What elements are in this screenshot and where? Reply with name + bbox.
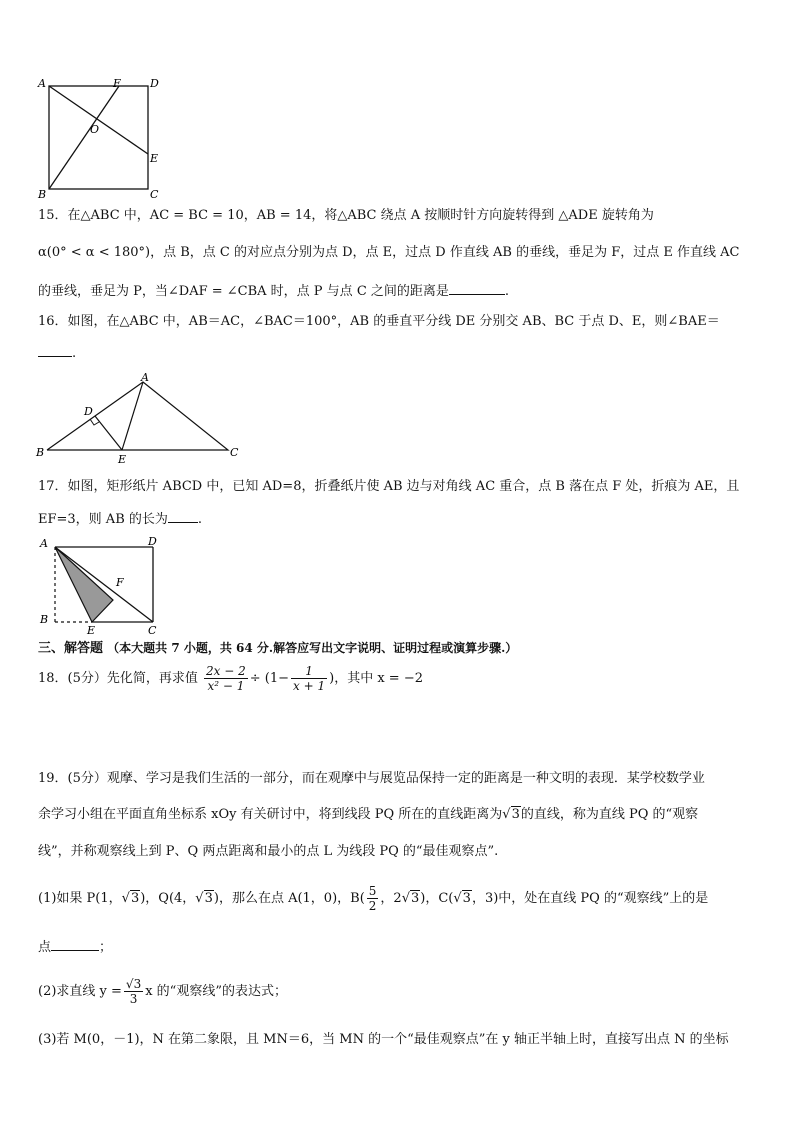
label-b: B: [38, 188, 47, 201]
label-d: D: [150, 77, 159, 90]
q17-answer-blank[interactable]: [168, 509, 198, 523]
frac-num: √3: [125, 977, 142, 991]
q19-line3: 线”，并称观察线上到 P、Q 两点距离和最小的点 L 为线段 PQ 的“最佳观察点”.: [38, 844, 499, 859]
triangle-abc: [47, 382, 228, 450]
segment-bf: [49, 86, 119, 189]
q19-line2a: 余学习小组在平面直角坐标系 xOy 有关研讨中，将到线段 PQ 所在的直线距离为: [38, 807, 503, 822]
sqrt-3: √3: [502, 807, 520, 822]
q19-p1-answer-blank[interactable]: [51, 937, 99, 951]
label-o: O: [90, 123, 100, 136]
q19-line2: [38, 806, 698, 824]
q18-suffix: )，其中 x = −2: [329, 671, 423, 686]
frac-den: 2: [368, 899, 377, 913]
label-a: A: [38, 77, 46, 90]
frac-num: 5: [368, 884, 377, 898]
q18-f1-den: x² − 1: [207, 679, 245, 693]
q19-p1e: )，C(: [420, 891, 454, 906]
label-f: F: [113, 77, 121, 90]
square-figure: [30, 72, 170, 202]
rectangle-figure: [30, 533, 170, 638]
label-d: D: [148, 535, 157, 548]
sqrt-3: √3: [121, 891, 140, 906]
q18-f2-den: x + 1: [293, 679, 326, 693]
sqrt-3: √3: [453, 891, 471, 906]
q15-line1: 15．在△ABC 中，AC = BC = 10，AB = 14，将△ABC 绕点 A 按顺时针方向旋转得到 △ADE 旋转角为: [38, 208, 654, 223]
q17-line2: EF=3，则 AB 的长为: [38, 512, 168, 527]
label-f: F: [116, 576, 124, 589]
q19-p2b: x 的“观察线”的表达式；: [145, 984, 287, 999]
label-a: A: [141, 371, 149, 384]
q18-fraction-2: [291, 664, 327, 693]
q19-fraction-5-2: [367, 884, 379, 913]
q18-prefix: 18．(5分）先化简，再求值: [38, 671, 198, 686]
label-e: E: [87, 624, 96, 637]
section-title: 三、解答题: [38, 641, 104, 656]
q19-p2a: (2)求直线 y =: [38, 984, 122, 999]
q15-line3-wrap: 的垂线，垂足为 P，当∠DAF = ∠CBA 时，点 P 与点 C 之间的距离是 .: [38, 281, 509, 301]
label-a: A: [40, 537, 48, 550]
label-c: C: [230, 446, 239, 459]
q19-fraction-sqrt3-3: [124, 977, 143, 1006]
q18-fraction-1: [204, 664, 248, 693]
q19-p1-line2: 点: [38, 940, 52, 955]
q18: [38, 662, 423, 696]
label-d: D: [84, 405, 93, 418]
label-b: B: [36, 446, 45, 459]
label-c: C: [150, 188, 159, 201]
q19-part1-line2: 点 ；: [38, 937, 112, 957]
q19-p1d: ，2: [380, 891, 402, 906]
q18-f1-num: 2x − 2: [206, 664, 246, 678]
q15-answer-blank[interactable]: [449, 281, 505, 295]
q19-p1b: )，Q(4，: [140, 891, 196, 906]
q19-p1f: ，3)中，处在直线 PQ 的“观察线”上的是: [471, 891, 709, 906]
q19-part1: [38, 882, 708, 916]
label-c: C: [148, 624, 157, 637]
q17-line2-wrap: EF=3，则 AB 的长为 .: [38, 509, 202, 529]
q15-line3: 的垂线，垂足为 P，当∠DAF = ∠CBA 时，点 P 与点 C 之间的距离是: [38, 284, 449, 299]
sqrt-3: √3: [401, 891, 420, 906]
square-abcd: [49, 86, 148, 189]
diagonal-ae: [49, 86, 148, 154]
frac-den: 3: [129, 992, 138, 1006]
segment-ae: [122, 382, 143, 450]
label-b: B: [40, 613, 49, 626]
label-e: E: [150, 152, 159, 165]
q19-p1a: (1)如果 P(1，: [38, 891, 122, 906]
q19-p1c: )，那么在点 A(1，0)，B(: [213, 891, 365, 906]
q16-line2: .: [38, 343, 76, 363]
q19-line1: 19．(5分）观摩、学习是我们生活的一部分，而在观摩中与展览品保持一定的距离是一种文明的表现．某学校数学业: [38, 771, 705, 786]
q18-mid: ÷ (1−: [249, 671, 290, 686]
sqrt-3: √3: [195, 891, 213, 906]
diagonal-ac: [55, 547, 153, 622]
q18-f2-num: 1: [291, 664, 327, 679]
q15-line2: α(0° < α < 180°)，点 B，点 C 的对应点分别为点 D，点 E，过点 D 作直线 AB 的垂线，垂足为 F，过点 E 作直线 AC: [38, 245, 740, 260]
triangle-figure: [30, 370, 250, 465]
q16-answer-blank[interactable]: [38, 343, 72, 357]
section-note: （本大题共 7 小题，共 64 分.解答应写出文字说明、证明过程或演算步骤.）: [107, 641, 518, 655]
q19-part3: (3)若 M(0，－1)，N 在第二象限，且 MN＝6，当 MN 的一个“最佳观察点”在 y 轴正半轴上时，直接写出点 N 的坐标: [38, 1032, 729, 1047]
segment-de: [95, 416, 122, 450]
q17-line1: 17．如图，矩形纸片 ABCD 中，已知 AD=8，折叠纸片使 AB 边与对角线 AC 重合，点 B 落在点 F 处，折痕为 AE，且: [38, 479, 740, 494]
q16-line1: 16．如图，在△ABC 中，AB＝AC，∠BAC＝100°，AB 的垂直平分线 DE 分别交 AB、BC 于点 D、E，则∠BAE＝: [38, 314, 720, 329]
section-header: [38, 639, 517, 658]
label-e: E: [118, 453, 127, 465]
q19-part2: [38, 975, 287, 1009]
q19-line2b: 的直线，称为直线 PQ 的“观察: [520, 807, 699, 822]
